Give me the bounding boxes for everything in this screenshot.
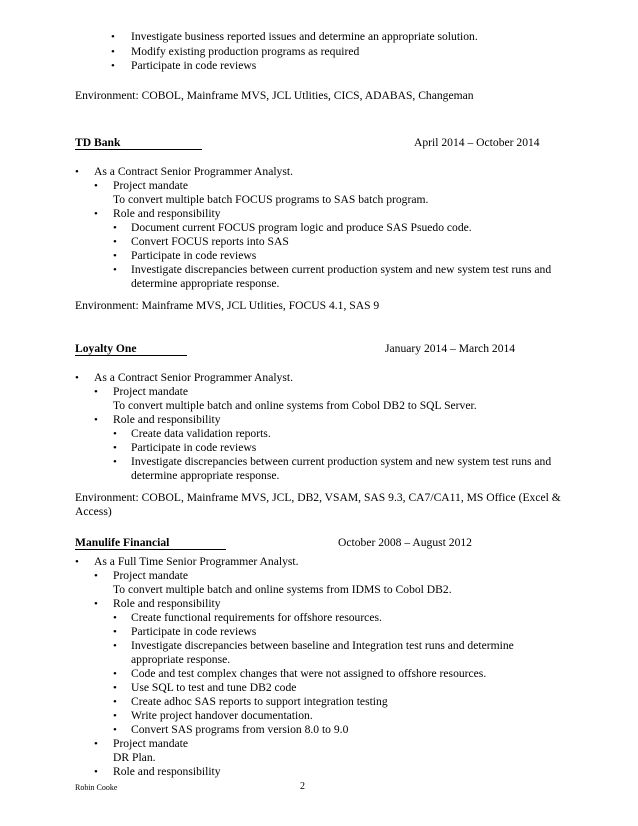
bullet-icon: •: [113, 264, 117, 276]
list-item-continued: appropriate response.: [131, 653, 231, 666]
bullet-icon: •: [111, 31, 115, 43]
bullet-icon: •: [113, 612, 117, 624]
bullet-icon: •: [94, 570, 98, 582]
header-underline: [75, 549, 226, 550]
bullet-icon: •: [113, 640, 117, 652]
list-item: Write project handover documentation.: [131, 709, 313, 722]
list-item: Investigate discrepancies between current production system and new system test runs and: [131, 455, 552, 468]
mandate-label: Project mandate: [113, 385, 189, 398]
bullet-icon: •: [111, 46, 115, 58]
list-item: Investigate discrepancies between baseline and Integration test runs and determine: [131, 639, 514, 652]
bullet-icon: •: [113, 668, 117, 680]
list-item: Investigate discrepancies between current production system and new system test runs and: [131, 263, 552, 276]
bullet-icon: •: [113, 250, 117, 262]
list-item: Create adhoc SAS reports to support integration testing: [131, 695, 388, 708]
list-item: Use SQL to test and tune DB2 code: [131, 681, 297, 694]
list-item-continued: determine appropriate response.: [131, 277, 280, 290]
role-text: As a Contract Senior Programmer Analyst.: [94, 165, 293, 178]
header-underline: [75, 355, 187, 356]
list-item-continued: determine appropriate response.: [131, 469, 280, 482]
list-item: Convert SAS programs from version 8.0 to 9.0: [131, 723, 349, 736]
bullet-icon: •: [75, 166, 79, 178]
list-item: Convert FOCUS reports into SAS: [131, 235, 289, 248]
job-dates: January 2014 – March 2014: [385, 342, 516, 355]
responsibility-label: Role and responsibility: [113, 765, 221, 778]
bullet-icon: •: [94, 598, 98, 610]
bullet-icon: •: [111, 60, 115, 72]
bullet-icon: •: [113, 724, 117, 736]
list-item: Create data validation reports.: [131, 427, 271, 440]
bullet-icon: •: [113, 682, 117, 694]
environment-text: Environment: COBOL, Mainframe MVS, JCL, DB2, VSAM, SAS 9.3, CA7/CA11, MS Office (Excel &: [75, 491, 561, 504]
header-underline: [75, 149, 202, 150]
mandate-label: Project mandate: [113, 179, 189, 192]
role-text: As a Full Time Senior Programmer Analyst.: [94, 555, 299, 568]
company-name: Loyalty One: [75, 342, 137, 355]
bullet-icon: •: [94, 738, 98, 750]
company-name: Manulife Financial: [75, 536, 170, 549]
company-name: TD Bank: [75, 136, 121, 149]
bullet-icon: •: [94, 386, 98, 398]
mandate-text: To convert multiple batch and online systems from IDMS to Cobol DB2.: [113, 583, 452, 596]
list-item: Create functional requirements for offshore resources.: [131, 611, 382, 624]
list-item: Participate in code reviews: [131, 249, 257, 262]
list-item: Participate in code reviews: [131, 625, 257, 638]
list-item: Participate in code reviews: [131, 59, 257, 72]
list-item: Code and test complex changes that were not assigned to offshore resources.: [131, 667, 487, 680]
bullet-icon: •: [113, 710, 117, 722]
bullet-icon: •: [113, 696, 117, 708]
responsibility-label: Role and responsibility: [113, 207, 221, 220]
bullet-icon: •: [113, 236, 117, 248]
role-text: As a Contract Senior Programmer Analyst.: [94, 371, 293, 384]
responsibility-label: Role and responsibility: [113, 597, 221, 610]
bullet-icon: •: [94, 414, 98, 426]
mandate-text: To convert multiple batch FOCUS programs to SAS batch program.: [113, 193, 429, 206]
bullet-icon: •: [94, 180, 98, 192]
environment-text: Environment: COBOL, Mainframe MVS, JCL Utlities, CICS, ADABAS, Changeman: [75, 89, 474, 102]
bullet-icon: •: [75, 372, 79, 384]
bullet-icon: •: [94, 208, 98, 220]
bullet-icon: •: [113, 428, 117, 440]
bullet-icon: •: [94, 766, 98, 778]
job-dates: October 2008 – August 2012: [338, 536, 472, 549]
bullet-icon: •: [113, 456, 117, 468]
mandate-label: Project mandate: [113, 569, 189, 582]
bullet-icon: •: [113, 222, 117, 234]
list-item: Document current FOCUS program logic and produce SAS Psuedo code.: [131, 221, 472, 234]
list-item: Investigate business reported issues and determine an appropriate solution.: [131, 30, 478, 43]
mandate-text: DR Plan.: [113, 751, 156, 764]
environment-text: Environment: Mainframe MVS, JCL Utlities, FOCUS 4.1, SAS 9: [75, 299, 380, 312]
bullet-icon: •: [113, 442, 117, 454]
job-dates: April 2014 – October 2014: [414, 136, 540, 149]
footer-author: Robin Cooke: [75, 783, 118, 792]
list-item: Participate in code reviews: [131, 441, 257, 454]
responsibility-label: Role and responsibility: [113, 413, 221, 426]
mandate-label: Project mandate: [113, 737, 189, 750]
environment-text-continued: Access): [75, 505, 112, 518]
bullet-icon: •: [75, 556, 79, 568]
bullet-icon: •: [113, 626, 117, 638]
page-number: 2: [300, 781, 305, 792]
list-item: Modify existing production programs as required: [131, 45, 360, 58]
mandate-text: To convert multiple batch and online systems from Cobol DB2 to SQL Server.: [113, 399, 477, 412]
